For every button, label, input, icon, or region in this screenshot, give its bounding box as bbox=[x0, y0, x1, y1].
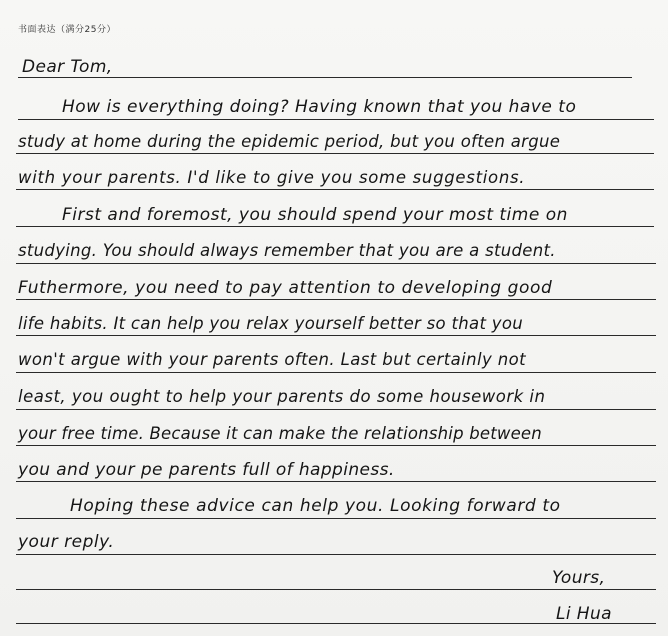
ruled-line bbox=[16, 263, 656, 264]
letter-line: studying. You should always remember that you are a student. bbox=[18, 241, 556, 260]
letter-line: your reply. bbox=[18, 532, 115, 552]
ruled-line bbox=[18, 77, 632, 78]
section-header: 书面表达（满分25分） bbox=[18, 25, 116, 35]
signature: Li Hua bbox=[556, 604, 612, 624]
ruled-line bbox=[16, 153, 654, 154]
letter-line: How is everything doing? Having known that you have to bbox=[62, 97, 577, 117]
letter-line: First and foremost, you should spend your most time on bbox=[62, 205, 568, 225]
ruled-line bbox=[16, 589, 656, 590]
ruled-line bbox=[16, 226, 654, 227]
closing: Yours, bbox=[552, 568, 606, 588]
ruled-line bbox=[16, 554, 656, 555]
ruled-line bbox=[16, 445, 656, 446]
letter-line: you and your pe parents full of happiness. bbox=[18, 460, 395, 480]
ruled-line bbox=[16, 518, 656, 519]
ruled-line bbox=[16, 335, 656, 336]
ruled-line bbox=[18, 119, 654, 120]
ruled-line bbox=[16, 372, 656, 373]
letter-line: Hoping these advice can help you. Looking forward to bbox=[70, 496, 561, 516]
ruled-line bbox=[16, 189, 654, 190]
ruled-line bbox=[16, 481, 656, 482]
letter-line: Futhermore, you need to pay attention to developing good bbox=[18, 278, 553, 298]
letter-line: least, you ought to help your parents do some housework in bbox=[18, 387, 546, 406]
letter-line: life habits. It can help you relax yourself better so that you bbox=[18, 314, 523, 333]
letter-line: study at home during the epidemic period, but you often argue bbox=[18, 132, 561, 151]
letter-line: won't argue with your parents often. Last but certainly not bbox=[18, 350, 526, 369]
salutation: Dear Tom, bbox=[22, 57, 113, 77]
letter-line: your free time. Because it can make the relationship between bbox=[18, 424, 542, 443]
ruled-line bbox=[16, 299, 656, 300]
ruled-line bbox=[16, 409, 656, 410]
letter-line: with your parents. I'd like to give you some suggestions. bbox=[18, 168, 526, 187]
